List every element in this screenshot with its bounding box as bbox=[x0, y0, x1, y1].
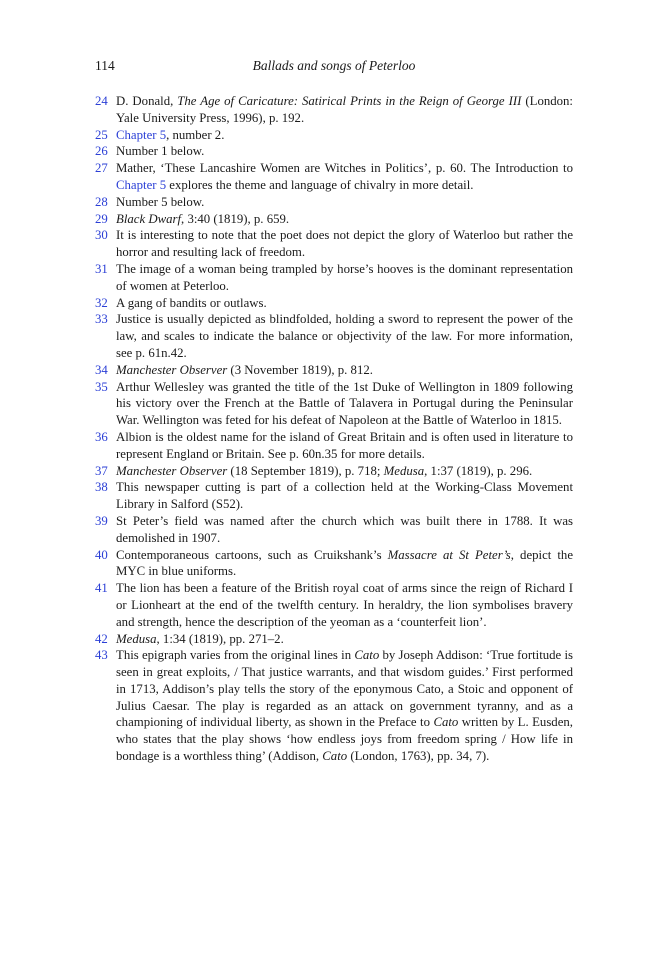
endnote-text bbox=[116, 548, 573, 579]
text-segment: (London, 1763), pp. 34, 7). bbox=[347, 749, 490, 764]
text-segment: The image of a woman being trampled by horse’s hooves is the dominant representation of women at Peterloo. bbox=[116, 261, 573, 293]
endnote-number-link[interactable]: 26 bbox=[95, 144, 108, 159]
endnote-38 bbox=[95, 479, 573, 513]
endnote-text bbox=[116, 262, 573, 293]
endnote-number-link[interactable]: 25 bbox=[95, 127, 108, 142]
endnote-text bbox=[116, 212, 289, 226]
text-segment: by Joseph Addison: ‘True fortitude is seen in great exploits, / That justice warrants, and that wisdom guides.’ First performed in 1713, Addison’s play tells the story of the eponymous Cato, a Stoic and opponent of Julius Caesar. The play is regarded as an attack on government tyranny, and as a championing of individual liberty, as shown in the Preface to bbox=[116, 648, 573, 730]
endnote-number-link[interactable]: 39 bbox=[95, 513, 108, 528]
text-segment: Contemporaneous cartoons, such as Cruikshank’s bbox=[116, 547, 388, 562]
text-segment: (3 November 1819), p. 812. bbox=[227, 362, 373, 377]
endnote-text bbox=[116, 380, 573, 428]
text-segment: D. Donald, bbox=[116, 94, 178, 108]
endnote-text bbox=[116, 144, 204, 158]
text-segment: This newspaper cutting is part of a collection held at the Working-Class Movement Library in Salford (S52). bbox=[116, 480, 573, 512]
text-segment: Number 5 below. bbox=[116, 194, 205, 209]
endnote-number-link[interactable]: 43 bbox=[95, 648, 108, 663]
text-segment: , 1:37 (1819), p. 296. bbox=[424, 463, 533, 478]
endnote-text bbox=[116, 94, 573, 125]
endnote-text bbox=[116, 228, 573, 259]
endnote-number-link[interactable]: 38 bbox=[95, 480, 108, 495]
endnote-text bbox=[116, 648, 573, 763]
italic-title: Manchester Observer bbox=[116, 362, 228, 377]
endnote-text bbox=[116, 430, 573, 461]
text-segment: (18 September 1819), p. 718; bbox=[227, 463, 384, 478]
endnote-41 bbox=[95, 580, 573, 630]
endnote-36 bbox=[95, 429, 573, 463]
endnote-number-link[interactable]: 28 bbox=[95, 194, 108, 209]
chapter-link[interactable]: Chapter 5 bbox=[116, 177, 167, 192]
italic-title: Cato bbox=[322, 749, 348, 764]
chapter-link[interactable]: Chapter 5 bbox=[116, 127, 167, 142]
italic-title: Medusa bbox=[116, 631, 157, 646]
endnote-text bbox=[116, 363, 373, 377]
endnote-text bbox=[116, 480, 573, 511]
endnote-number-link[interactable]: 42 bbox=[95, 631, 108, 646]
endnote-text bbox=[116, 581, 573, 629]
text-segment: Arthur Wellesley was granted the title of the 1st Duke of Wellington in 1809 following his victory over the French at the Battle of Talavera in Portugal during the Peninsular War. Wellington was feted for his defeat of Napoleon at the Battle of Waterloo in 1815. bbox=[116, 379, 573, 428]
endnote-29 bbox=[95, 211, 573, 228]
text-segment: The lion has been a feature of the British royal coat of arms since the reign of Richard I or Lionheart at the end of the twelfth century. In heraldry, the lion symbolises bravery and strength, hence the description of the yeoman as a ‘counterfeit lion’. bbox=[116, 581, 573, 629]
text-segment: , number 2. bbox=[166, 127, 225, 142]
endnote-number-link[interactable]: 34 bbox=[95, 362, 108, 377]
endnote-text bbox=[116, 128, 224, 142]
text-segment: Number 1 below. bbox=[116, 144, 205, 159]
italic-title: Manchester Observer bbox=[116, 463, 228, 478]
endnote-42 bbox=[95, 631, 573, 648]
endnote-text bbox=[116, 464, 532, 478]
text-segment: written by L. Eusden, who states that the play shows ‘how endless joys from freedom spring / How life in bondage is a worthless thing’ (Addison, bbox=[116, 715, 573, 764]
endnote-number-link[interactable]: 40 bbox=[95, 547, 108, 562]
running-title: Ballads and songs of Peterloo bbox=[252, 58, 416, 73]
endnote-40 bbox=[95, 547, 573, 581]
endnote-31 bbox=[95, 261, 573, 295]
italic-title: Medusa bbox=[383, 463, 425, 478]
endnote-number-link[interactable]: 36 bbox=[95, 429, 108, 444]
endnote-text bbox=[116, 195, 204, 209]
italic-title: Black Dwarf bbox=[116, 211, 182, 226]
endnote-number-link[interactable]: 32 bbox=[95, 295, 108, 310]
endnote-37 bbox=[95, 463, 573, 480]
text-segment: , depict the MYC in blue uniforms. bbox=[116, 547, 573, 579]
endnote-27 bbox=[95, 160, 573, 194]
endnotes-list bbox=[95, 93, 573, 765]
italic-title: Massacre at St Peter’s bbox=[387, 547, 511, 562]
text-segment: Mather, ‘These Lancashire Women are Witches in Politics’, p. 60. The Introduction to bbox=[116, 161, 573, 176]
italic-title: The Age of Caricature: Satirical Prints in the Reign of George III bbox=[177, 94, 522, 108]
page-number: 114 bbox=[95, 58, 115, 73]
text-segment: This epigraph varies from the original lines in bbox=[116, 648, 355, 663]
text-segment: , 3:40 (1819), p. 659. bbox=[181, 211, 290, 226]
italic-title: Cato bbox=[433, 715, 459, 730]
endnote-text bbox=[116, 296, 267, 310]
endnote-28 bbox=[95, 194, 573, 211]
endnote-26 bbox=[95, 143, 573, 160]
text-segment: , 1:34 (1819), pp. 271–2. bbox=[156, 631, 284, 646]
endnote-number-link[interactable]: 30 bbox=[95, 228, 108, 243]
endnote-number-link[interactable]: 24 bbox=[95, 94, 108, 108]
endnote-24 bbox=[95, 93, 573, 127]
endnote-34 bbox=[95, 362, 573, 379]
text-segment: (London: Yale University Press, 1996), p. 192. bbox=[116, 94, 573, 125]
endnote-text bbox=[116, 514, 573, 545]
endnote-number-link[interactable]: 31 bbox=[95, 261, 108, 276]
endnote-number-link[interactable]: 37 bbox=[95, 463, 108, 478]
endnote-35 bbox=[95, 379, 573, 429]
endnote-number-link[interactable]: 29 bbox=[95, 211, 108, 226]
endnote-number-link[interactable]: 41 bbox=[95, 581, 108, 596]
page-header bbox=[95, 58, 573, 76]
endnote-text bbox=[116, 161, 573, 192]
italic-title: Cato bbox=[354, 648, 380, 663]
text-segment: Albion is the oldest name for the island of Great Britain and is often used in literature to represent England or Britain. See p. 60n.35 for more details. bbox=[116, 429, 573, 461]
endnote-text bbox=[116, 632, 284, 646]
endnote-number-link[interactable]: 33 bbox=[95, 312, 108, 327]
text-segment: A gang of bandits or outlaws. bbox=[116, 295, 267, 310]
endnote-number-link[interactable]: 35 bbox=[95, 379, 108, 394]
text-segment: St Peter’s field was named after the church which was built there in 1788. It was demolished in 1907. bbox=[116, 513, 573, 545]
endnote-33 bbox=[95, 311, 573, 361]
endnote-30 bbox=[95, 227, 573, 261]
endnote-25 bbox=[95, 127, 573, 144]
text-segment: Justice is usually depicted as blindfolded, holding a sword to represent the power of the law, and scales to indicate the balance or objectivity of the law. For more information, see p. 61n.42. bbox=[116, 312, 573, 360]
endnote-number-link[interactable]: 27 bbox=[95, 161, 108, 176]
endnote-text bbox=[116, 312, 573, 360]
endnote-43 bbox=[95, 647, 573, 765]
text-segment: It is interesting to note that the poet does not depict the glory of Waterloo but rather the horror and resulting lack of freedom. bbox=[116, 228, 573, 260]
endnote-39 bbox=[95, 513, 573, 547]
text-segment: explores the theme and language of chivalry in more detail. bbox=[166, 177, 474, 192]
endnote-32 bbox=[95, 295, 573, 312]
